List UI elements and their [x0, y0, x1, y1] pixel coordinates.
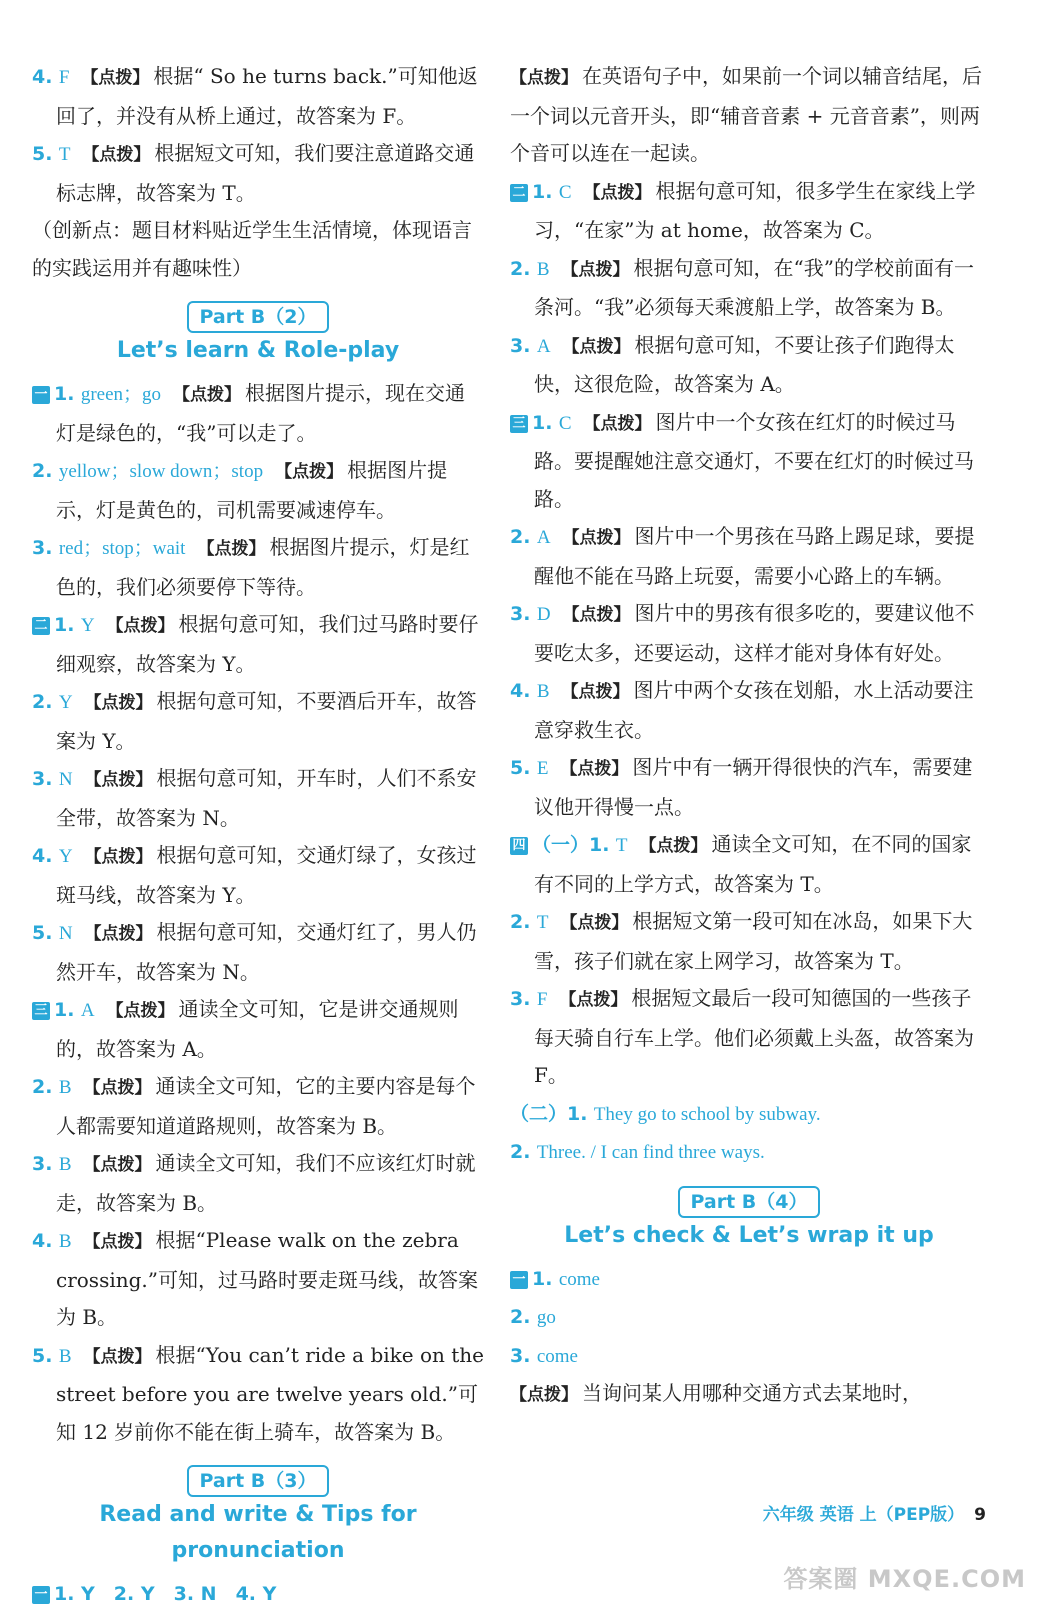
- question-number: 4.: [32, 845, 53, 867]
- part-b2-header: [32, 301, 484, 333]
- hint-tag: 【点拨】: [84, 770, 153, 790]
- question-number: 2.: [510, 526, 531, 548]
- explanation: 通读全文可知，它的主要内容是每个人都需要知道道路规则，故答案为 B。: [56, 1074, 476, 1138]
- explanation: 图片中一个女孩在红灯的时候过马路。要提醒她注意交通灯，不要在红灯的时候过马路。: [534, 409, 974, 511]
- explanation: 根据句意可知，开车时，人们不系安全带，故答案为 N。: [56, 766, 477, 830]
- hint-tag: 【点拨】: [510, 1385, 578, 1405]
- section-marker: 二: [32, 617, 50, 635]
- answer-value: Three. / I can find three ways.: [536, 1142, 765, 1163]
- hint-tag: 【点拨】: [562, 336, 631, 357]
- question-number: 2.: [510, 1306, 531, 1328]
- answer-value: A: [536, 527, 551, 548]
- answer-item: [32, 58, 484, 135]
- question-number: 1.: [589, 834, 610, 856]
- page-footer: [763, 1500, 986, 1525]
- hint-tag: 【点拨】: [83, 1346, 152, 1367]
- section-marker: 二: [510, 184, 528, 202]
- left-section-2: [32, 606, 484, 991]
- question-number: 2.: [510, 257, 531, 280]
- explanation: 根据图片提示，现在交通灯是绿色的，“我”可以走了。: [56, 381, 466, 445]
- question-number: 4.: [510, 680, 531, 702]
- hint-tag: 【点拨】: [559, 990, 628, 1010]
- question-number: 3.: [510, 603, 531, 625]
- hint-tag: 【点拨】: [84, 847, 153, 867]
- tip-text: 在英语句子中，如果前一个词以辅音结尾，后一个词以元音开头，即“辅音音素 + 元音音素”，则两个音可以连在一起读。: [510, 64, 982, 165]
- hint-tag: 【点拨】: [106, 616, 175, 636]
- explanation: 根据短文最后一段可知德国的一些孩子每天骑自行车上学。他们必须戴上头盔，故答案为 F。: [534, 986, 974, 1087]
- part-title: Let’s check & Let’s wrap it up: [564, 1222, 934, 1248]
- pronunciation-tip: [510, 58, 988, 173]
- right-section-2: [510, 173, 988, 404]
- question-number: 3.: [510, 988, 531, 1010]
- hint-tag: 【点拨】: [275, 462, 344, 482]
- answer-item: [510, 518, 988, 595]
- answer-item: [32, 375, 484, 452]
- question-number: 1.: [532, 411, 553, 434]
- answer-value: They go to school by subway.: [593, 1103, 821, 1125]
- subsection-label: （二）: [510, 1102, 568, 1125]
- question-number: 1.: [54, 999, 75, 1021]
- answer-value: Y: [58, 846, 73, 867]
- answer-item: [510, 672, 988, 749]
- explanation: 根据句意可知，在“我”的学校前面有一条河。“我”必须每天乘渡船上学，故答案为 B。: [534, 255, 974, 319]
- right-section-4-part1: [510, 826, 988, 1095]
- question-number: 3.: [32, 537, 53, 559]
- answer-item: [510, 980, 988, 1095]
- answer-value: T: [536, 912, 549, 933]
- hint-tag: 【点拨】: [583, 413, 652, 434]
- question-number: 3.: [510, 334, 531, 357]
- explanation: 通读全文可知，它是讲交通规则的，故答案为 A。: [56, 997, 459, 1061]
- hint-tag: 【点拨】: [197, 539, 266, 559]
- answer-value: T: [615, 835, 628, 856]
- answer-value: Y: [80, 615, 95, 636]
- answer-item: [32, 606, 484, 683]
- answer-value: B: [58, 1154, 72, 1175]
- hint-tag: 【点拨】: [81, 68, 150, 88]
- answer-item: [510, 173, 988, 250]
- section-marker: 一: [32, 1586, 50, 1604]
- explanation: 根据短文可知，我们要注意道路交通标志牌，故答案为 T。: [56, 141, 475, 205]
- hint-tag: 【点拨】: [560, 759, 629, 779]
- answer-value: A: [80, 1000, 95, 1021]
- explanation: 图片中一个男孩在马路上踢足球，要提醒他不能在马路上玩耍，需要小心路上的车辆。: [534, 524, 975, 588]
- answer-item: [510, 327, 988, 404]
- left-section-1: [32, 375, 484, 606]
- answer-item: [32, 837, 484, 914]
- section-marker: 一: [32, 386, 50, 404]
- answer-value: F: [58, 67, 70, 88]
- grade-label: 六年级 英语 上（PEP版）: [762, 1505, 965, 1525]
- hint-tag: 【点拨】: [562, 528, 631, 548]
- explanation: 通读全文可知，我们不应该红灯时就走，故答案为 B。: [56, 1151, 476, 1215]
- explanation: 图片中的男孩有很多吃的，要建议他不要吃太多，还要运动，这样才能对身体有好处。: [534, 601, 975, 665]
- hint-tag: 【点拨】: [560, 913, 629, 933]
- answer-value: C: [558, 412, 572, 434]
- section-marker: 三: [510, 415, 528, 433]
- right-section-3: [510, 404, 988, 827]
- answer-value: yellow；slow down；stop: [58, 461, 264, 482]
- subsection-label: （一）: [532, 834, 590, 856]
- explanation: 根据图片提示，灯是红色的，我们必须要停下等待。: [56, 535, 470, 599]
- explanation: 根据句意可知，我们过马路时要仔细观察，故答案为 Y。: [56, 612, 479, 676]
- answer-item: [32, 991, 484, 1068]
- hint-tag: 【点拨】: [106, 1001, 175, 1021]
- answer-item: [510, 826, 988, 903]
- explanation: 根据“Please walk on the zebra crossing.”可知，过马路时要走斑马线，故答案为 B。: [56, 1228, 478, 1329]
- answer-item: [510, 250, 988, 327]
- hint-tag: 【点拨】: [84, 693, 153, 713]
- question-number: 3.: [32, 768, 53, 790]
- answer-value: green；go: [80, 384, 162, 405]
- answer-value: B: [536, 681, 550, 702]
- tail-text: 当询问某人用哪种交通方式去某地时，: [582, 1381, 922, 1405]
- answer-value: C: [558, 181, 572, 203]
- hint-tag: 【点拨】: [583, 182, 652, 203]
- answer-value: F: [536, 989, 548, 1010]
- answer-item: [32, 135, 484, 212]
- explanation: 根据句意可知，很多学生在家线上学习，“在家”为 at home，故答案为 C。: [534, 178, 976, 242]
- answer-value: B: [536, 258, 550, 280]
- answer-item: [32, 1145, 484, 1222]
- answer-item: [32, 683, 484, 760]
- explanation: 根据短文第一段可知在冰岛，如果下大雪，孩子们就在家上网学习，故答案为 T。: [534, 909, 973, 973]
- hint-tag: 【点拨】: [562, 605, 631, 625]
- answer-item: [32, 1068, 484, 1145]
- section-marker: 四: [510, 837, 528, 855]
- question-number: 5.: [510, 757, 531, 779]
- answer-item: [510, 903, 988, 980]
- answer-item: [32, 914, 484, 991]
- left-column: [32, 58, 484, 1614]
- hint-tag: 【点拨】: [82, 145, 151, 165]
- question-number: 5.: [32, 1344, 53, 1367]
- answer-value: N: [58, 769, 73, 790]
- answer-value: red；stop；wait: [58, 538, 186, 559]
- answer-value: B: [58, 1077, 72, 1098]
- explanation: 根据“ So he turns back.”可知他返回了，并没有从桥上通过，故答案为 F。: [56, 64, 478, 128]
- answer-item: [32, 452, 484, 529]
- right-section-4-part2: [510, 1095, 988, 1172]
- part-b3-header: [32, 1465, 484, 1497]
- question-number: 3.: [32, 1153, 53, 1175]
- question-number: 1.: [54, 614, 75, 636]
- answer-item: [510, 1133, 988, 1172]
- explanation: 根据“You can’t ride a bike on the street before you are twelve years old.”可知 12 岁前你不能在街上骑车，故答案为 B。: [56, 1342, 485, 1444]
- question-number: 1.: [567, 1102, 588, 1125]
- answer-item: [32, 529, 484, 606]
- explanation: 根据句意可知，交通灯红了，男人仍然开车，故答案为 N。: [56, 920, 477, 984]
- hint-tag: 【点拨】: [561, 259, 630, 280]
- answer-item: [510, 1337, 988, 1376]
- explanation: 通读全文可知，在不同的国家有不同的上学方式，故答案为 T。: [534, 832, 972, 896]
- answer-value: come: [558, 1268, 600, 1290]
- answer-value: B: [58, 1345, 72, 1367]
- answer-value: T: [58, 144, 71, 165]
- hint-tag: 【点拨】: [83, 1232, 152, 1252]
- part-b4-header: [510, 1186, 988, 1218]
- answer-value: B: [58, 1231, 72, 1252]
- part-label: Part B（2）: [187, 301, 328, 333]
- answer-item: [32, 760, 484, 837]
- hint-tag: 【点拨】: [510, 68, 578, 88]
- answer-value: E: [536, 758, 549, 779]
- section-marker: 三: [32, 1002, 50, 1020]
- question-number: 1.: [532, 180, 553, 203]
- explanation: 根据句意可知，交通灯绿了，女孩过斑马线，故答案为 Y。: [56, 843, 477, 907]
- watermark: 答案圈 MXQE.COM: [783, 1565, 1026, 1593]
- page-number: 9: [974, 1505, 986, 1525]
- hint-tag: 【点拨】: [173, 385, 242, 405]
- answer-value: D: [536, 604, 551, 625]
- answer-item: [510, 595, 988, 672]
- section-marker: 一: [510, 1271, 528, 1289]
- question-number: 1.: [532, 1267, 553, 1290]
- part-title: Let’s learn & Role-play: [116, 338, 400, 363]
- answer-item: [510, 1260, 988, 1299]
- question-number: 2.: [32, 1076, 53, 1098]
- answer-item: [510, 404, 988, 519]
- tail-hint: [510, 1375, 988, 1415]
- answer-item: [510, 1095, 988, 1134]
- part-label: Part B（4）: [678, 1186, 819, 1218]
- left-section-3: [32, 991, 484, 1451]
- answer-value: Y: [58, 692, 73, 713]
- hint-tag: 【点拨】: [83, 1078, 152, 1098]
- question-number: 4.: [32, 66, 53, 88]
- innovation-note: （创新点：题目材料贴近学生生活情境，体现语言的实践运用并有趣味性）: [32, 218, 472, 280]
- answer-value: come: [536, 1345, 578, 1367]
- answer-value: N: [58, 923, 73, 944]
- question-number: 5.: [32, 143, 53, 165]
- right-section-1: [510, 1260, 988, 1376]
- right-column: [510, 58, 988, 1415]
- question-number: 5.: [32, 922, 53, 944]
- answer-value: A: [536, 335, 551, 357]
- explanation: 根据句意可知，不要让孩子们跑得太快，这很危险，故答案为 A。: [534, 332, 955, 396]
- answer-sequence: 1. Y 2. Y 3. N 4. Y: [54, 1583, 277, 1605]
- hint-tag: 【点拨】: [639, 836, 708, 856]
- part-label: Part B（3）: [187, 1465, 328, 1497]
- answer-line: [32, 1575, 484, 1614]
- explanation: 图片中两个女孩在划船，水上活动要注意穿救生衣。: [534, 678, 974, 742]
- answer-item: [32, 1337, 484, 1452]
- question-number: 2.: [32, 691, 53, 713]
- answer-item: [510, 1298, 988, 1337]
- hint-tag: 【点拨】: [561, 682, 630, 702]
- explanation: 根据句意可知，不要酒后开车，故答案为 Y。: [56, 689, 477, 753]
- question-number: 4.: [32, 1230, 53, 1252]
- answer-item: [510, 749, 988, 826]
- question-number: 2.: [510, 1141, 531, 1163]
- question-number: 2.: [32, 460, 53, 482]
- answer-value: go: [536, 1307, 556, 1328]
- question-number: 2.: [510, 911, 531, 933]
- question-number: 1.: [54, 383, 75, 405]
- left-top-items: [32, 58, 484, 212]
- part-title: Read and write & Tips for pronunciation: [99, 1502, 417, 1563]
- explanation: 根据图片提示，灯是黄色的，司机需要减速停车。: [56, 458, 448, 522]
- hint-tag: 【点拨】: [84, 924, 153, 944]
- answer-item: [32, 1222, 484, 1337]
- hint-tag: 【点拨】: [83, 1155, 152, 1175]
- question-number: 3.: [510, 1344, 531, 1367]
- explanation: 图片中有一辆开得很快的汽车，需要建议他开得慢一点。: [534, 755, 973, 819]
